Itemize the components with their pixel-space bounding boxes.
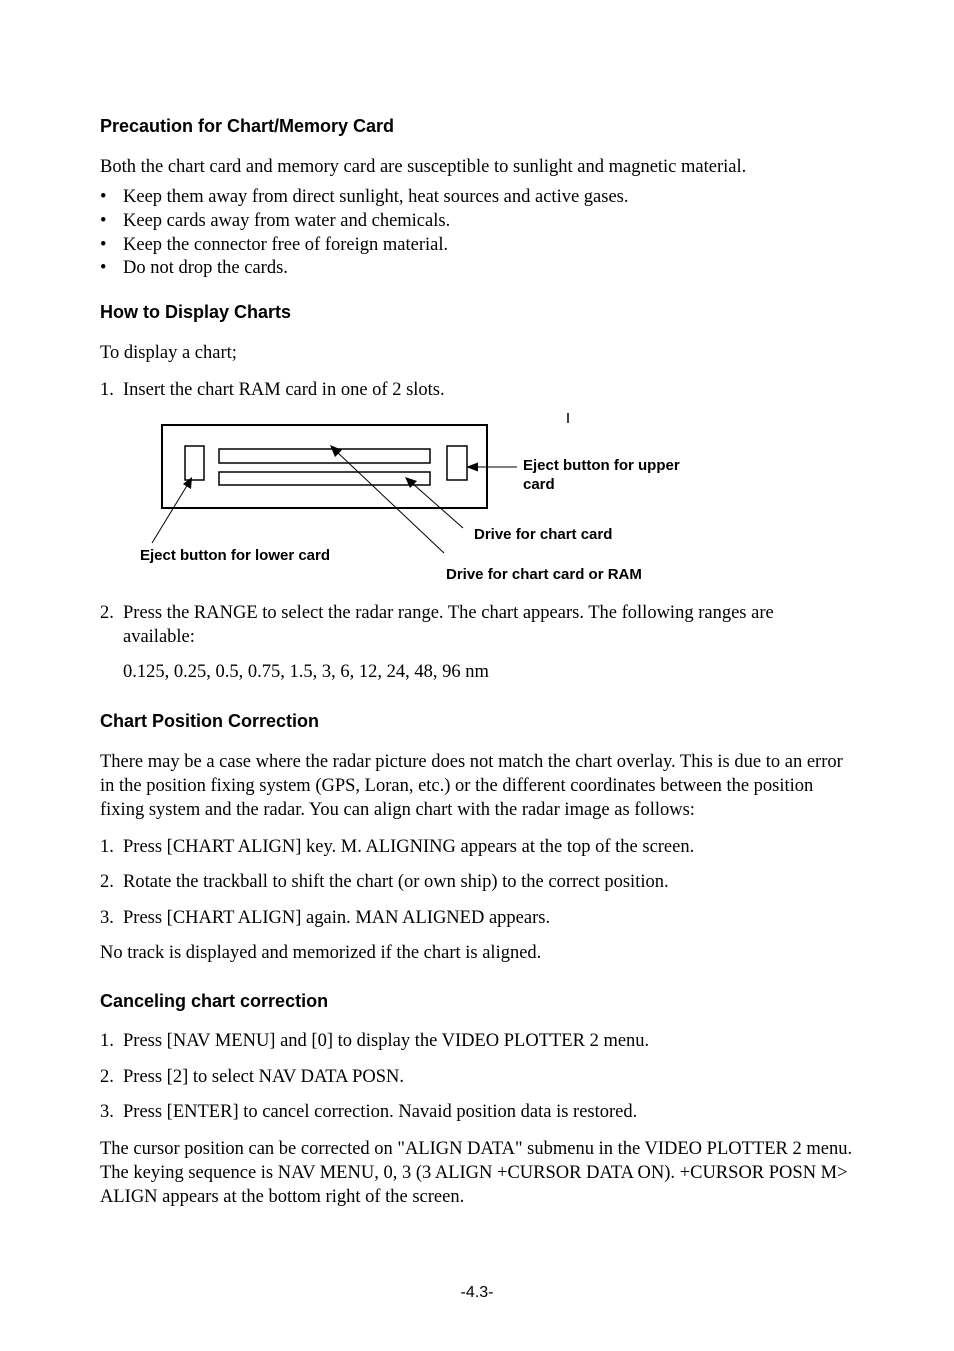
correction-note: No track is displayed and memorized if the chart is aligned. <box>100 943 542 963</box>
step-number: 3. <box>100 908 114 928</box>
eject-button-upper <box>447 446 467 480</box>
bullet-text: Keep the connector free of foreign material. <box>123 235 449 255</box>
upper-slot <box>219 449 430 463</box>
lower-slot <box>219 472 430 485</box>
label-drive-chart: Drive for chart card <box>474 526 613 543</box>
step-number: 1. <box>100 380 114 400</box>
leader-eject-lower <box>152 484 188 543</box>
step-text: Press [CHART ALIGN] key. M. ALIGNING appears at the top of the screen. <box>123 837 695 857</box>
step-item <box>100 870 860 894</box>
display-intro: To display a chart; <box>100 343 237 363</box>
label-eject-upper: Eject button for upper <box>523 457 680 474</box>
bullet: • <box>100 235 107 255</box>
leader-drive-chart <box>412 483 463 528</box>
heading-display-charts: How to Display Charts <box>100 302 292 322</box>
page-number: -4.3- <box>460 1284 494 1301</box>
precaution-intro: Both the chart card and memory card are susceptible to sunlight and magnetic material. <box>100 157 747 177</box>
step-number: 2. <box>100 872 114 892</box>
step-text: Press the RANGE to select the radar range. The chart appears. The following ranges are available: <box>123 603 774 647</box>
step-number: 2. <box>100 1067 114 1087</box>
bullet: • <box>100 211 107 231</box>
step-item <box>100 906 860 930</box>
step-number: 2. <box>100 603 114 623</box>
step-text: Press [2] to select NAV DATA POSN. <box>123 1067 404 1087</box>
correction-intro: There may be a case where the radar picture does not match the chart overlay. This is due to an error in the position fixing system (GPS, Loran, etc.) or the different coordinates between the position fixing system and the radar. You can align chart with the radar image as follows: <box>100 752 843 820</box>
bullet-text: Keep them away from direct sunlight, heat sources and active gases. <box>123 187 629 207</box>
label-drive-chart-ram: Drive for chart card or RAM <box>446 566 642 583</box>
heading-precaution: Precaution for Chart/Memory Card <box>100 116 395 136</box>
label-eject-lower: Eject button for lower card <box>140 547 331 564</box>
step-number: 3. <box>100 1102 114 1122</box>
step-item <box>100 1029 860 1053</box>
step-item <box>100 601 860 649</box>
bullet-text: Keep cards away from water and chemicals. <box>123 211 451 231</box>
range-list: 0.125, 0.25, 0.5, 0.75, 1.5, 3, 6, 12, 24, 48, 96 nm <box>123 662 489 682</box>
step-text: Press [NAV MENU] and [0] to display the VIDEO PLOTTER 2 menu. <box>123 1031 650 1051</box>
step-number: 1. <box>100 1031 114 1051</box>
canceling-note: The cursor position can be corrected on "ALIGN DATA" submenu in the VIDEO PLOTTER 2 menu. The keying sequence is NAV MENU, 0, 3 (3 ALIGN +CURSOR DATA ON). +CURSOR POSN M> ALIGN appears at the bottom right of the screen. <box>100 1139 853 1207</box>
slot-panel <box>162 425 487 508</box>
heading-chart-position-correction: Chart Position Correction <box>100 711 320 731</box>
bullet: • <box>100 258 107 278</box>
heading-canceling-correction: Canceling chart correction <box>100 991 329 1011</box>
step-text: Press [ENTER] to cancel correction. Navaid position data is restored. <box>123 1102 638 1122</box>
arrowhead-eject-upper <box>466 463 478 472</box>
bullet-text: Do not drop the cards. <box>123 258 288 278</box>
step-number: 1. <box>100 837 114 857</box>
label-eject-upper-cont: card <box>523 476 555 493</box>
step-text: Press [CHART ALIGN] again. MAN ALIGNED appears. <box>123 908 551 928</box>
step-item <box>100 1100 860 1124</box>
step-item <box>100 835 860 859</box>
bullet: • <box>100 187 107 207</box>
step-item <box>100 1065 860 1089</box>
eject-button-lower <box>185 446 204 480</box>
step-text: Rotate the trackball to shift the chart (or own ship) to the correct position. <box>123 872 669 892</box>
step-text: Insert the chart RAM card in one of 2 slots. <box>123 380 445 400</box>
leader-drive-chart-ram <box>337 452 444 553</box>
